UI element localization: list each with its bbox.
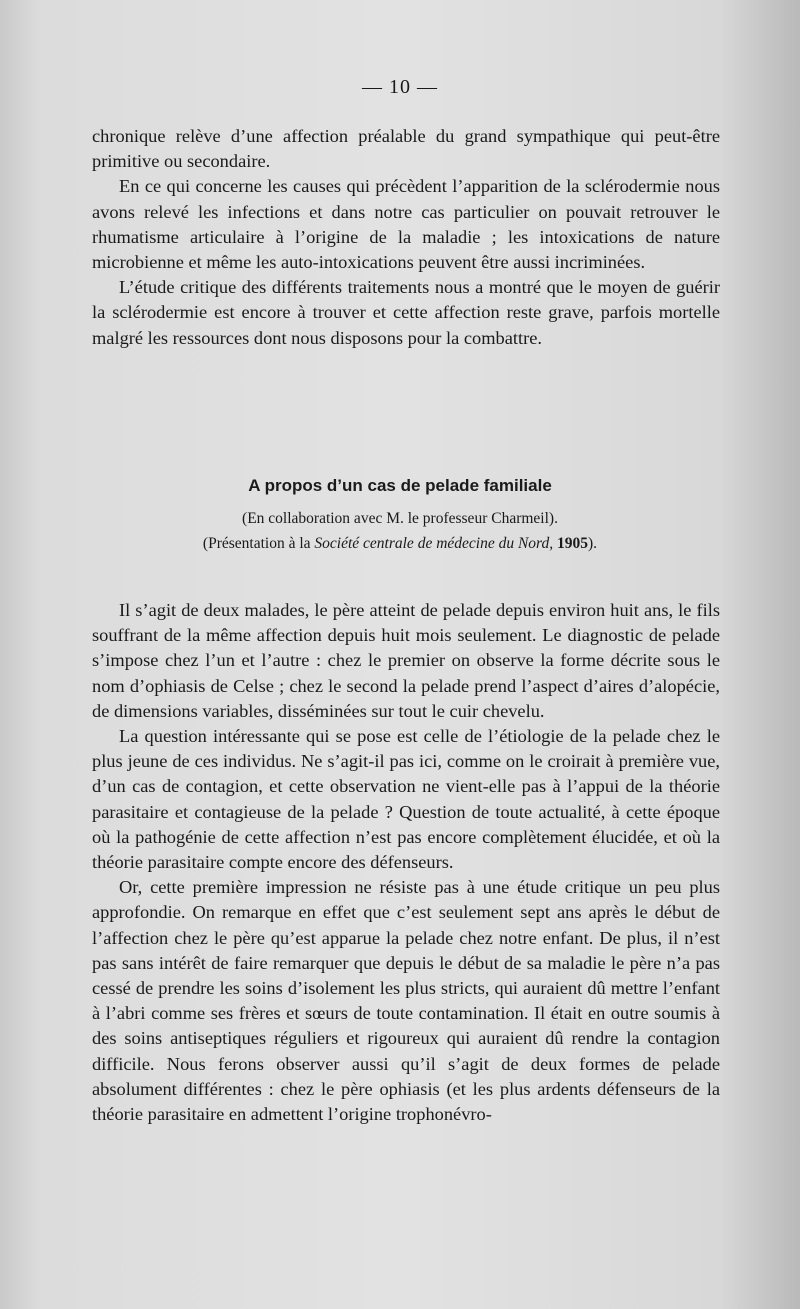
paragraph: chronique relève d’une affection préalable du grand sympathique qui peut-être primitive ou secondaire. <box>92 126 720 172</box>
collaboration-note: (En collaboration avec M. le professeur Charmeil). <box>242 510 558 527</box>
paragraph: En ce qui concerne les causes qui précèdent l’apparition de la sclérodermie nous avons relevé les infections et dans notre cas particulier on pouvait retrouver le rhumatisme articulaire à l’origine de la maladie ; les intoxications de nature microbienne et même les auto-intoxications peuvent être aussi incriminées. <box>92 176 720 273</box>
article-body <box>92 598 720 1127</box>
section-conclusion <box>92 124 720 351</box>
presentation-year: 1905 <box>553 535 589 552</box>
presentation-note <box>0 535 800 553</box>
article-title: A propos d’un cas de pelade familiale <box>248 476 552 495</box>
presentation-suffix: ). <box>588 535 598 552</box>
page-number: — 10 — <box>362 76 438 98</box>
paragraph: Il s’agit de deux malades, le père atteint de pelade depuis environ huit ans, le fils souffrant de la même affection depuis huit mois seulement. Le diagnostic de pelade s’impose chez l’un et l’autre : chez le premier on observe la forme décrite sous le nom d’ophiasis de Celse ; chez le second la pelade prend l’aspect d’aires d’alopécie, de dimensions variables, disséminées sur tout le cuir chevelu. <box>92 600 720 721</box>
presentation-prefix: (Présentation à la <box>202 535 315 552</box>
paragraph: Or, cette première impression ne résiste pas à une étude critique un peu plus approfondie. On remarque en effet que c’est seulement sept ans après le début de l’affection chez le père qu’est apparue la pelade chez notre enfant. De plus, il n’est pas sans intérêt de faire remarquer que depuis le début de sa maladie le père n’a pas cessé de prendre les soins d’isolement les plus stricts, qui auraient dû mettre l’enfant à l’abri comme ses frères et sœurs de toute contamination. Il était en outre soumis à des soins antiseptiques réguliers et rigoureux qui auraient dû rendre la contagion difficile. Nous ferons observer aussi qu’il s’agit de deux formes de pelade absolument différentes : chez le père ophiasis (et les plus ardents défenseurs de la théorie parasitaire en admettent l’origine trophonévro- <box>92 877 720 1125</box>
presentation-society: Société centrale de médecine du Nord, <box>314 535 554 552</box>
paragraph: La question intéressante qui se pose est celle de l’étiologie de la pelade chez le plus jeune de ces individus. Ne s’agit-il pas ici, comme on le croirait à première vue, d’un cas de contagion, et cette observation ne vient-elle pas à l’appui de la théorie parasitaire et contagieuse de la pelade ? Question de toute actualité, à cette époque où la pathogénie de cette affection n’est pas encore complètement élucidée, et où la théorie parasitaire compte encore des défenseurs. <box>92 726 720 873</box>
paragraph: L’étude critique des différents traitements nous a montré que le moyen de guérir la sclérodermie est encore à trouver et cette affection reste grave, parfois mortelle malgré les ressources dont nous disposons pour la combattre. <box>92 277 720 348</box>
